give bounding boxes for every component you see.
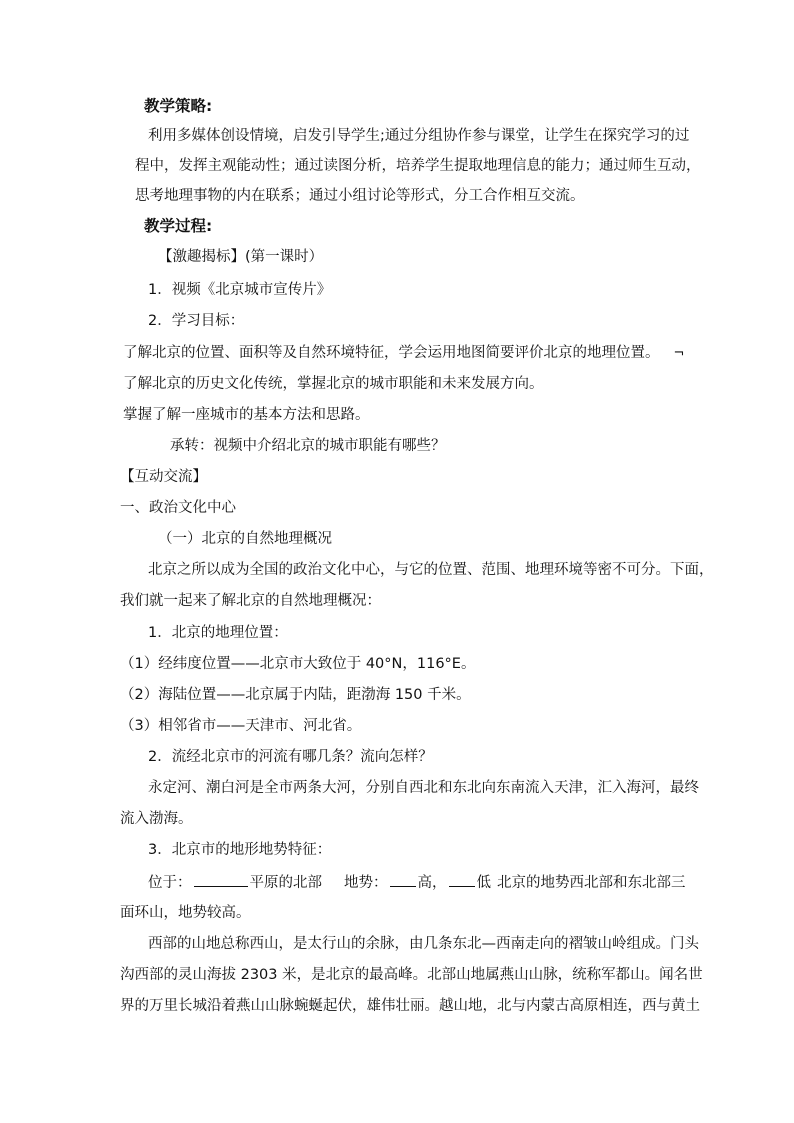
q3-cont: 面环山，地势较高。 — [120, 905, 251, 921]
intro-section-title: 【激趣揭标】(第一课时） — [158, 249, 324, 265]
position-label: 位于： — [148, 875, 192, 891]
sub1-title: （一）北京的自然地理概况 — [158, 531, 332, 547]
video-item: 1．视频《北京城市宣传片》 — [148, 282, 332, 298]
transition-text: 承转：视频中介绍北京的城市职能有哪些？ — [170, 438, 446, 454]
strategy-heading: 教学策略: — [144, 97, 213, 115]
goal-mark: ¬ — [673, 346, 685, 361]
goal-text-1: 了解北京的位置、面积等及自然环境特征，学会运用地图简要评价北京的地理位置。 — [123, 345, 660, 361]
strategy-line-1: 利用多媒体创设情境，启发引导学生;通过分组协作参与课堂，让学生在探究学习的过 — [148, 128, 690, 144]
position-blank[interactable] — [194, 872, 248, 887]
para1-line-2: 我们就一起来了解北京的自然地理概况： — [120, 593, 381, 609]
high-text: 高， — [417, 875, 447, 891]
low-blank[interactable] — [449, 872, 475, 887]
q1-title: 1．北京的地理位置： — [148, 625, 288, 641]
q1-item-2: （2）海陆位置——北京属于内陆，距渤海 150 千米。 — [120, 687, 471, 703]
process-heading: 教学过程: — [144, 217, 213, 235]
q2-answer-line-2: 流入渤海。 — [120, 811, 193, 827]
q1-item-3: （3）相邻省市——天津市、河北省。 — [120, 718, 362, 734]
goal-line-2: 了解北京的历史文化传统，掌握北京的城市职能和未来发展方向。 — [123, 376, 544, 392]
strategy-line-2: 程中，发挥主观能动性；通过读图分析，培养学生提取地理信息的能力；通过师生互动， — [135, 158, 701, 174]
q2-title: 2．流经北京市的河流有哪几条？流向怎样？ — [148, 749, 433, 765]
q3-fill-line — [148, 872, 686, 893]
q3-title: 3．北京市的地形地势特征： — [148, 842, 332, 858]
para2-line-2: 沟西部的灵山海拔 2303 米，是北京的最高峰。北部山地属燕山山脉，统称军都山。闻名世 — [120, 967, 703, 983]
q1-item-1: （1）经纬度位置——北京市大致位于 40°N，116°E。 — [120, 656, 476, 672]
low-text: 低 — [476, 875, 491, 891]
goals-item: 2．学习目标： — [148, 313, 245, 329]
para1-line-1: 北京之所以成为全国的政治文化中心，与它的位置、范围、地理环境等密不可分。下面， — [148, 562, 714, 578]
interaction-section-title: 【互动交流】 — [120, 469, 207, 485]
high-blank[interactable] — [390, 872, 416, 887]
goal-line-3: 掌握了解一座城市的基本方法和思路。 — [123, 407, 370, 423]
position-after: 平原的北部 — [249, 875, 322, 891]
part1-title: 一、政治文化中心 — [120, 500, 236, 516]
goal-line-1 — [123, 343, 684, 364]
terrain-note: 北京的地势西北部和东北部三 — [497, 875, 686, 891]
strategy-line-3: 思考地理事物的内在联系；通过小组讨论等形式，分工合作相互交流。 — [135, 188, 585, 204]
para2-line-1: 西部的山地总称西山，是太行山的余脉，由几条东北—西南走向的褶皱山岭组成。门头 — [148, 936, 699, 952]
q2-answer-line-1: 永定河、潮白河是全市两条大河，分别自西北和东北向东南流入天津，汇入海河，最终 — [148, 780, 699, 796]
para2-line-3: 界的万里长城沿着燕山山脉蜿蜒起伏，雄伟壮丽。越山地，北与内蒙古高原相连，西与黄土 — [120, 998, 700, 1014]
terrain-label: 地势： — [344, 875, 388, 891]
